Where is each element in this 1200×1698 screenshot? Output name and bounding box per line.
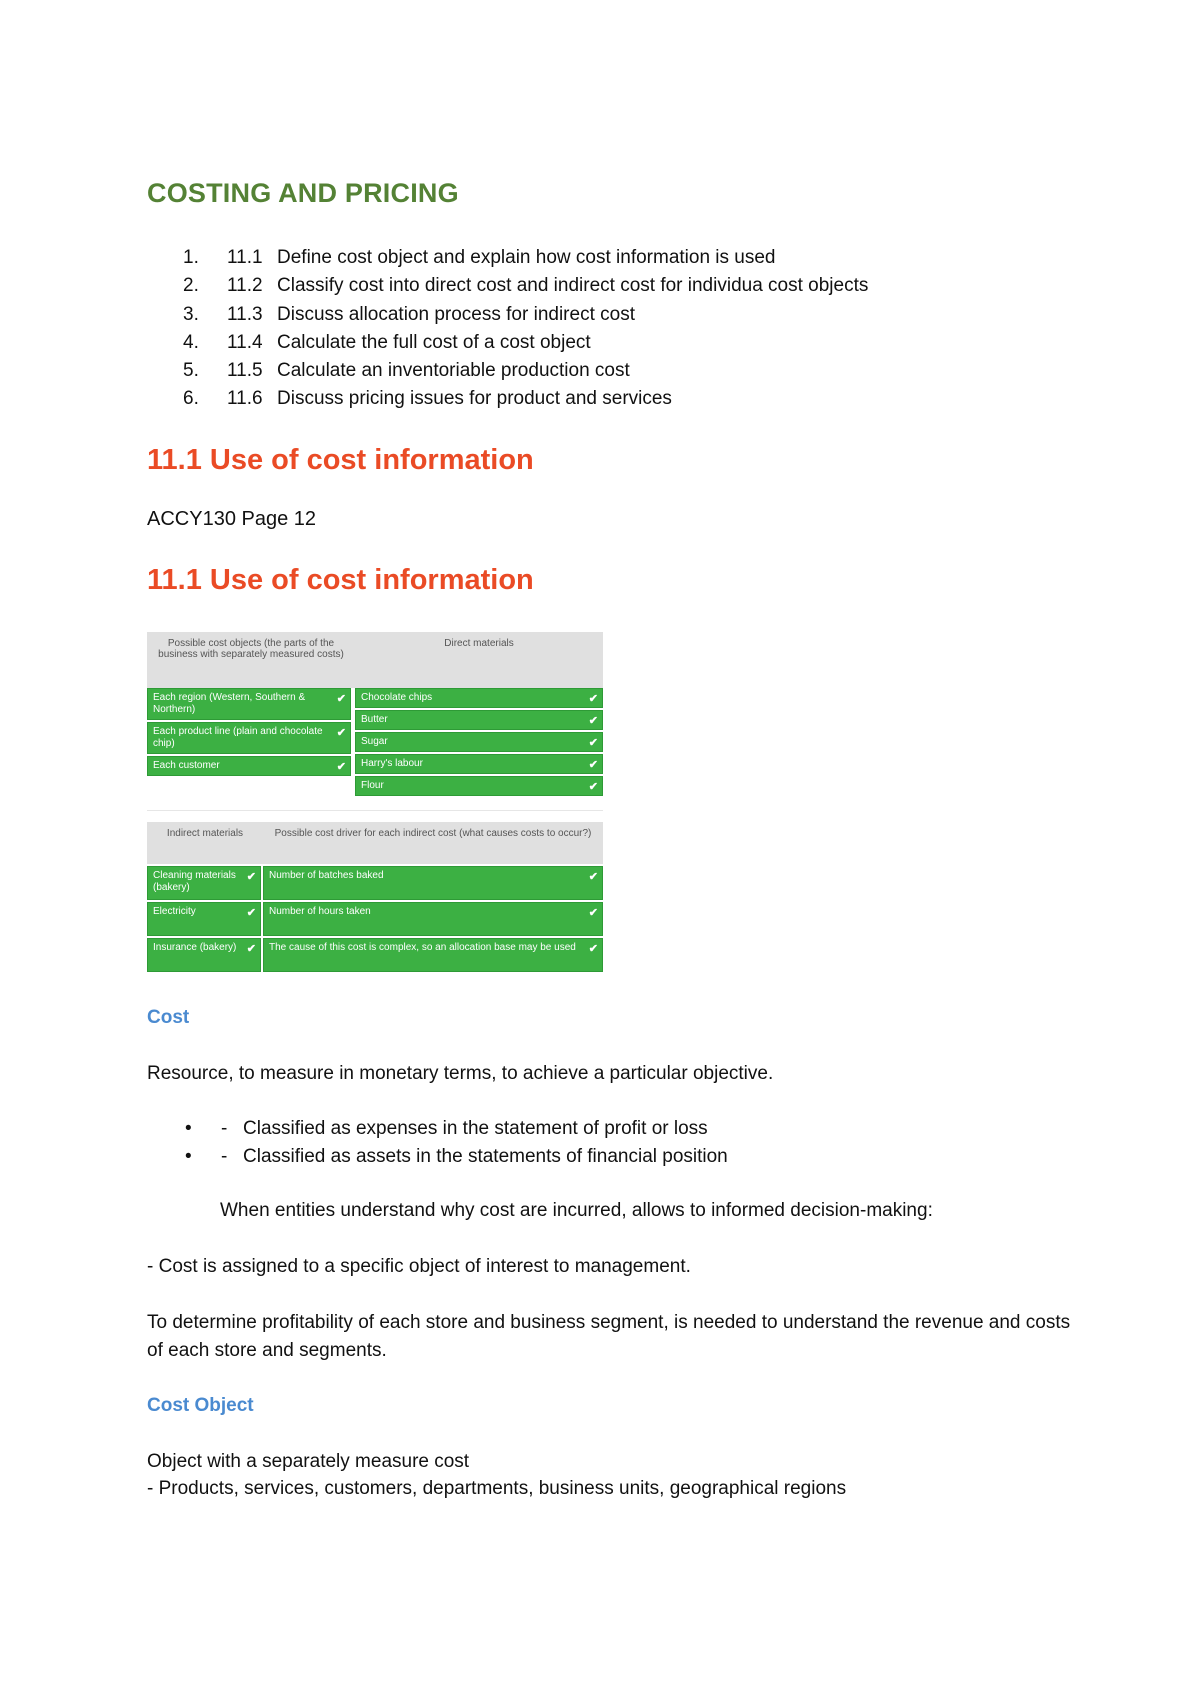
- divider: [147, 810, 603, 811]
- cost-object-heading: Cost Object: [147, 1395, 254, 1416]
- cost-classification-list: [185, 1115, 728, 1171]
- check-icon: ✔: [588, 759, 598, 771]
- objective-item: 4. 11.4 Calculate the full cost of a cost object: [183, 331, 591, 353]
- indirect-costs-table-image: [147, 822, 603, 972]
- cost-driver-cell: Number of batches baked ✔: [263, 866, 603, 900]
- section-heading-cost-information: 11.1 Use of cost information: [147, 444, 534, 476]
- header-cost-driver: Possible cost driver for each indirect cost (what causes costs to occur?): [274, 828, 592, 839]
- cost-driver-cell: Number of hours taken ✔: [263, 902, 603, 936]
- header-indirect-materials: Indirect materials: [166, 828, 244, 839]
- document-title: COSTING AND PRICING: [147, 178, 459, 208]
- direct-material-cell: Butter ✔: [355, 710, 603, 730]
- indirect-material-cell: Electricity ✔: [147, 902, 261, 936]
- check-icon: ✔: [588, 907, 598, 919]
- table-header: [147, 632, 603, 688]
- list-item: • - Classified as expenses in the statement of profit or loss: [185, 1118, 708, 1139]
- decision-making-text: When entities understand why cost are incurred, allows to informed decision-making:: [220, 1200, 933, 1221]
- cost-object-definition: Object with a separately measure cost: [147, 1451, 470, 1472]
- cost-heading: Cost: [147, 1007, 190, 1028]
- indirect-material-cell: Cleaning materials (bakery) ✔: [147, 866, 261, 900]
- check-icon: ✔: [588, 693, 598, 705]
- check-icon: ✔: [246, 943, 256, 955]
- direct-material-cell: Chocolate chips ✔: [355, 688, 603, 708]
- direct-material-cell: Flour ✔: [355, 776, 603, 796]
- check-icon: ✔: [588, 943, 598, 955]
- cost-objects-table-image: [147, 632, 603, 796]
- check-icon: ✔: [588, 781, 598, 793]
- check-icon: ✔: [246, 907, 256, 919]
- direct-material-cell: Sugar ✔: [355, 732, 603, 752]
- check-icon: ✔: [588, 737, 598, 749]
- objective-item: 3. 11.3 Discuss allocation process for indirect cost: [183, 303, 635, 325]
- cost-assigned-text: - Cost is assigned to a specific object of interest to management.: [147, 1256, 691, 1277]
- section-heading-cost-information-repeat: 11.1 Use of cost information: [147, 564, 534, 596]
- header-cost-objects: Possible cost objects (the parts of the business with separately measured costs): [158, 638, 344, 660]
- page-reference: ACCY130 Page 12: [147, 508, 317, 530]
- check-icon: ✔: [588, 871, 598, 883]
- learning-objectives-list: [147, 244, 868, 414]
- cost-object-cell: Each customer ✔: [147, 756, 351, 776]
- profitability-text: To determine profitability of each store and business segment, is needed to understand the revenue and costs of each store and segments.: [147, 1312, 1071, 1361]
- cost-object-examples: - Products, services, customers, departments, business units, geographical regions: [147, 1478, 847, 1499]
- cost-driver-cell: The cause of this cost is complex, so an allocation base may be used ✔: [263, 938, 603, 972]
- check-icon: ✔: [336, 727, 346, 739]
- objective-item: 6. 11.6 Discuss pricing issues for product and services: [183, 388, 672, 410]
- check-icon: ✔: [246, 871, 256, 883]
- objective-item: 1. 11.1 Define cost object and explain how cost information is used: [183, 247, 776, 268]
- cost-definition: Resource, to measure in monetary terms, to achieve a particular objective.: [147, 1063, 774, 1084]
- table-header: [147, 822, 603, 864]
- objective-item: 2. 11.2 Classify cost into direct cost and indirect cost for individua cost objects: [183, 275, 869, 297]
- check-icon: ✔: [588, 715, 598, 727]
- header-direct-materials: Direct materials: [444, 638, 514, 649]
- direct-material-cell: Harry's labour ✔: [355, 754, 603, 774]
- check-icon: ✔: [336, 761, 346, 773]
- indirect-material-cell: Insurance (bakery) ✔: [147, 938, 261, 972]
- objective-item: 5. 11.5 Calculate an inventoriable production cost: [183, 360, 630, 382]
- cost-object-cell: Each region (Western, Southern & Northern) ✔: [147, 688, 351, 720]
- cost-object-cell: Each product line (plain and chocolate chip) ✔: [147, 722, 351, 754]
- list-item: • - Classified as assets in the statements of financial position: [185, 1146, 728, 1167]
- check-icon: ✔: [336, 693, 346, 705]
